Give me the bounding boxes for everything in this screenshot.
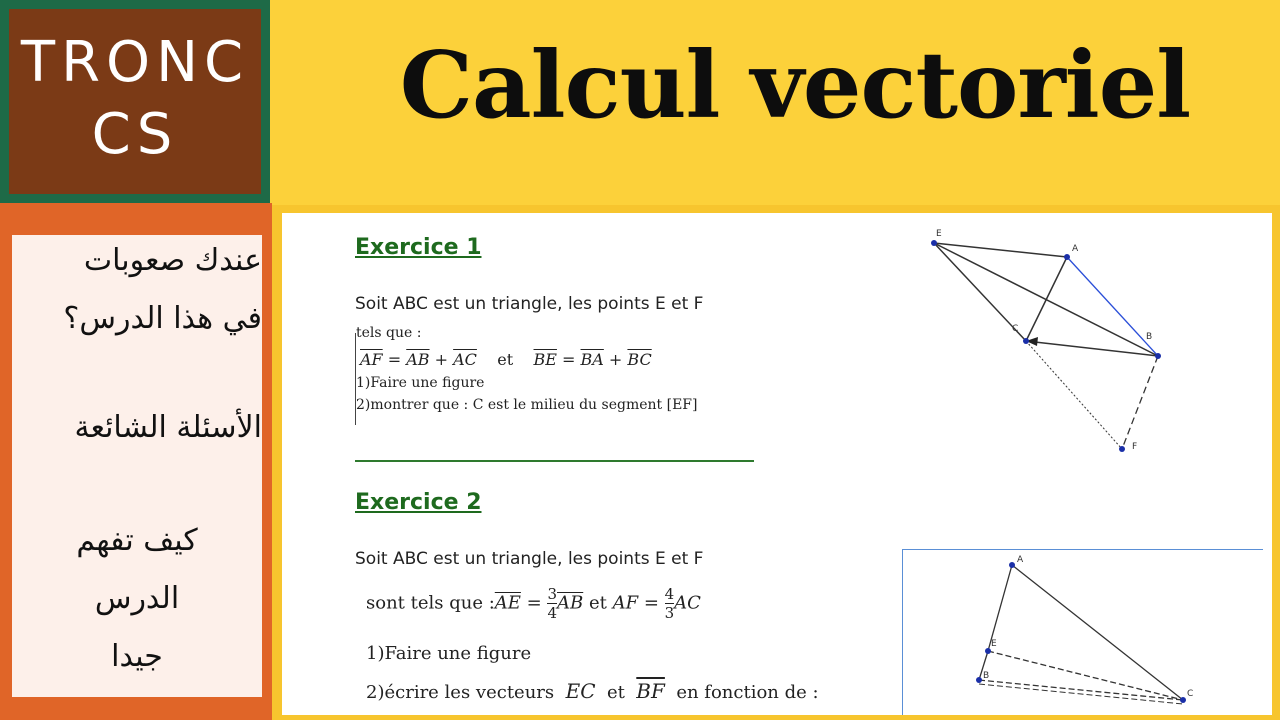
faq-line-lesson: الدرس: [94, 581, 180, 616]
vector-ba: $\overline{BA}$: [580, 350, 604, 369]
exercise2-and: et: [588, 592, 607, 614]
vector-ab-ex2: $\overline{AB}$: [557, 592, 584, 614]
exercise1-equations: $\overline{AF} = \overline{AB} + \overline{AC}$ et $\overline{BE} = \overline{BA} + \overline{BC}$: [360, 350, 652, 369]
exercise1-statement: Soit ABC est un triangle, les points E et F: [355, 294, 704, 314]
exercise1-tels-que: tels que :: [356, 325, 422, 341]
exercise2-question1: 1)Faire une figure: [366, 643, 532, 664]
level-badge-line1: TRONC: [20, 30, 250, 95]
point-label-b-ex2: B: [983, 671, 990, 681]
faq-line-well: جيدا: [111, 639, 163, 674]
vector-ac: $\overline{AC}$: [453, 350, 477, 369]
faq-line-difficulties: عندك صعوبات: [83, 243, 262, 278]
vector-af-ex2: AF: [612, 592, 639, 614]
fraction-three-quarters: $\frac{3}{4}$: [547, 585, 557, 622]
exercise-sheet: [282, 213, 1272, 715]
vector-ac-ex2: AC: [674, 592, 701, 614]
point-label-e: E: [936, 229, 942, 239]
vector-ec: EC: [565, 679, 596, 703]
exercise1-and: et: [497, 350, 514, 369]
side-panel: [0, 203, 272, 720]
point-label-e-ex2: E: [991, 639, 997, 649]
vector-be: $\overline{BE}$: [533, 350, 557, 369]
point-label-c-ex2: C: [1187, 689, 1194, 699]
level-badge: [0, 0, 270, 203]
exercise1-figure: [902, 219, 1232, 469]
exercise2-equations: sont tels que $:\overline{AE}$ = $\frac{3}{4}$ $\overline{AB}$ et AF = $\frac{4}{3}$ AC: [366, 585, 701, 622]
exercise2-question2: 2)écrire les vecteurs EC et $\overline{BF}$ en fonction de :: [366, 679, 819, 703]
point-label-a-ex2: A: [1017, 555, 1024, 565]
exercise1-question1: 1)Faire une figure: [356, 375, 485, 391]
vector-ab: $\overline{AB}$: [406, 350, 430, 369]
faq-line-lesson-question: في هذا الدرس؟: [63, 301, 262, 336]
exercise2-title: Exercice 2: [355, 490, 482, 515]
faq-line-common-questions: الأسئلة الشائعة: [74, 410, 262, 445]
fraction-four-thirds: $\frac{4}{3}$: [664, 585, 675, 622]
exercise1-title: Exercice 1: [355, 235, 482, 260]
exercise2-figure-frame: [902, 549, 1263, 715]
level-badge-line2: CS: [91, 102, 179, 167]
content-frame: [276, 207, 1280, 720]
point-label-c: C: [1012, 324, 1019, 334]
exercise2-figure: [903, 550, 1263, 715]
exercise-separator: [355, 460, 754, 462]
level-badge-inner: [9, 9, 261, 194]
page-title: Calcul vectoriel: [399, 31, 1191, 139]
point-label-b: B: [1146, 332, 1153, 342]
vector-bf: $\overline{BF}$: [636, 679, 665, 703]
point-label-a: A: [1072, 244, 1079, 254]
vector-ae: $\overline{AE}$: [494, 592, 521, 614]
vector-af: $\overline{AF}$: [360, 350, 383, 369]
vector-bc: $\overline{BC}$: [627, 350, 652, 369]
exercise1-question2: 2)montrer que : C est le milieu du segment [EF]: [356, 397, 698, 413]
exercise2-statement: Soit ABC est un triangle, les points E et F: [355, 549, 704, 569]
point-label-f: F: [1132, 442, 1138, 452]
faq-line-how-to-understand: كيف تفهم: [76, 523, 198, 558]
faq-box: [12, 235, 262, 697]
exercise2-sont-tels-que: sont tels que :: [366, 592, 495, 614]
